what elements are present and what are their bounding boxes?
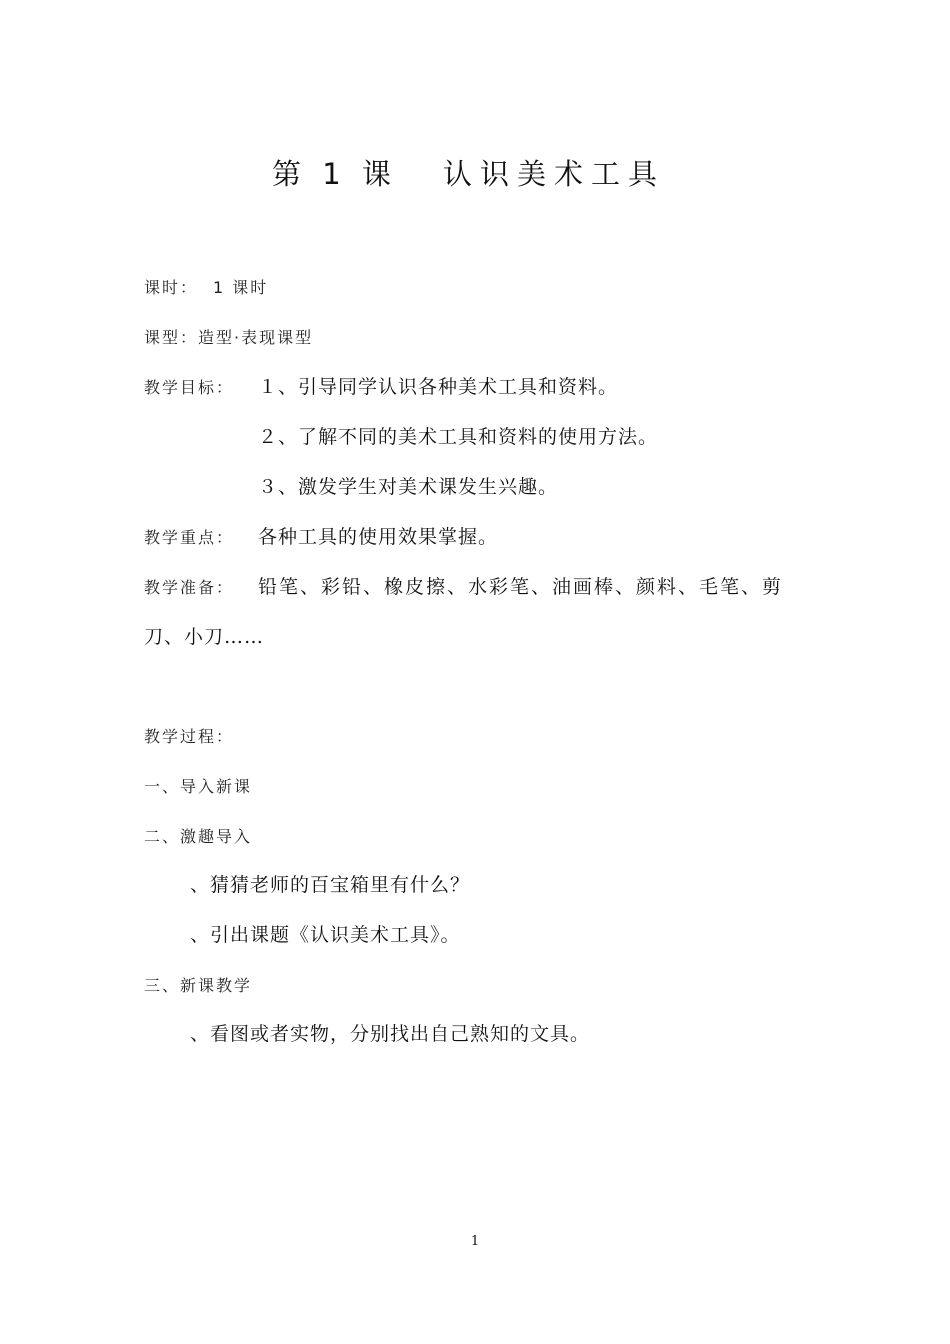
step3-label: 三、新课教学 — [144, 976, 253, 995]
goal-item-1: １、引导同学认识各种美术工具和资料。 — [258, 376, 619, 398]
step2-item-1: 、猜猜老师的百宝箱里有什么？ — [190, 874, 471, 896]
prep-label: 教学准备： — [144, 578, 235, 597]
step2-item-2: 、引出课题《认识美术工具》。 — [190, 924, 461, 946]
hours-label: 课时： — [144, 278, 199, 297]
lesson-title: 认识美术工具 — [443, 157, 666, 191]
step1-label: 一、导入新课 — [144, 777, 253, 796]
key-point-label: 教学重点： — [144, 528, 235, 547]
key-point-value: 各种工具的使用效果掌握。 — [258, 526, 499, 548]
prep-value-line2: 刀、小刀…… — [144, 626, 265, 648]
process-label: 教学过程： — [144, 727, 235, 746]
step3-item-1: 、看图或者实物，分别找出自己熟知的文具。 — [190, 1023, 591, 1045]
prep-value-line1: 铅笔、彩铅、橡皮擦、水彩笔、油画棒、颜料、毛笔、剪 — [258, 576, 784, 598]
lesson-number: 第 1 课 — [272, 157, 397, 191]
goal-item-3: ３、激发学生对美术课发生兴趣。 — [258, 476, 559, 498]
hours-value: 1 课时 — [213, 278, 269, 297]
page-number: 1 — [470, 1234, 480, 1249]
goal-item-2: ２、了解不同的美术工具和资料的使用方法。 — [258, 426, 659, 448]
lesson-type: 课型：造型·表现课型 — [144, 328, 314, 347]
step2-label: 二、激趣导入 — [144, 827, 253, 846]
goals-label: 教学目标： — [144, 378, 235, 397]
